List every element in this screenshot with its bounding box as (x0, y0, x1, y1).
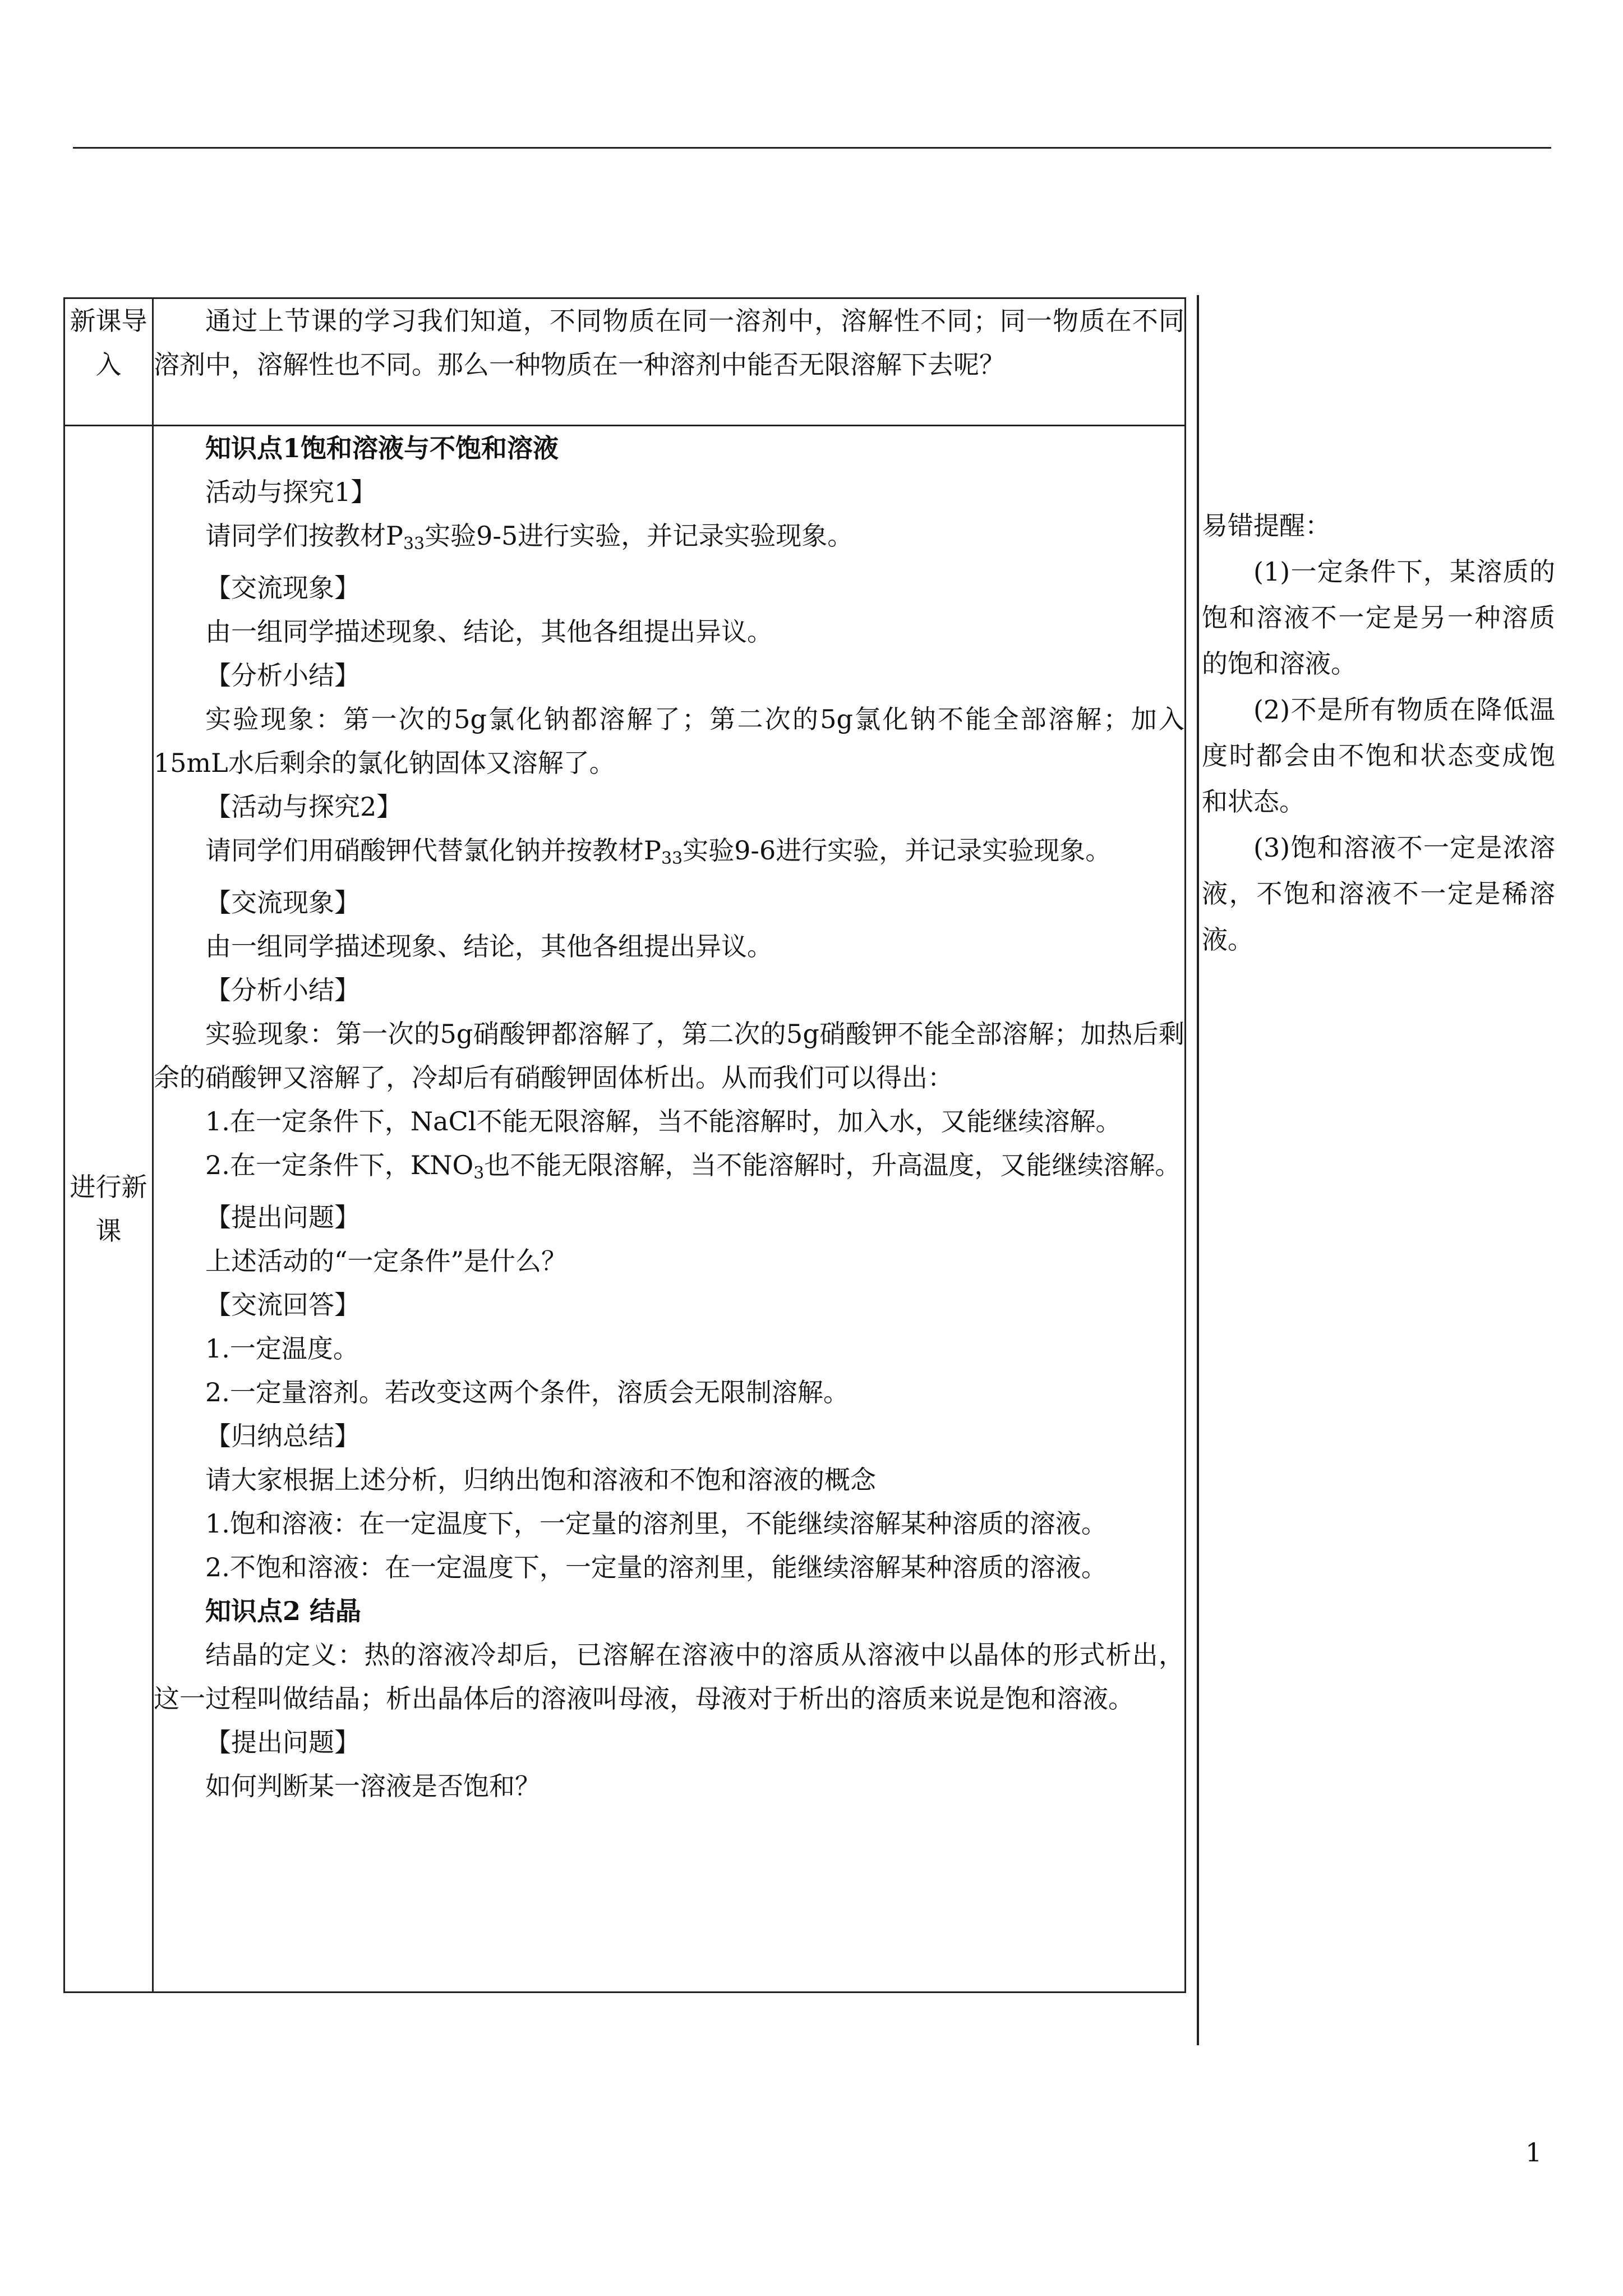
exchange1-text: 由一组同学描述现象、结论，其他各组提出异议。 (205, 616, 773, 647)
point2-sub: 3 (473, 1163, 485, 1183)
act2-text-a: 请同学们用硝酸钾代替氯化钠并按教材P (205, 835, 661, 866)
header-rule (73, 147, 1551, 149)
act2-text (154, 829, 1184, 881)
answer-2: 2.一定量溶剂。若改变这两个条件，溶质会无限制溶解。 (205, 1377, 849, 1407)
summary2-heading: 【分析小结】 (205, 975, 360, 1005)
crystal-definition: 结晶的定义：热的溶液冷却后，已溶解在溶液中的溶质从溶液中以晶体的形式析出，这一过程叫做结晶；析出晶体后的溶液叫母液，母液对于析出的溶质来说是饱和溶液。 (154, 1640, 1184, 1714)
act2-text-b: 实验9-6进行实验，并记录实验现象。 (683, 835, 1112, 866)
act1-text-b: 实验9-5进行实验，并记录实验现象。 (425, 521, 854, 551)
act2-text-sub: 33 (661, 849, 683, 868)
kp1-title: 知识点1饱和溶液与不饱和溶液 (205, 433, 559, 463)
lesson-content (153, 426, 1186, 1993)
side-notes (1202, 503, 1555, 963)
side-notes-title: 易错提醒： (1202, 510, 1331, 541)
act1-text-a: 请同学们按教材P (205, 521, 403, 551)
act1-text (154, 514, 1184, 566)
induction-text: 请大家根据上述分析，归纳出饱和溶液和不饱和溶液的概念 (205, 1465, 876, 1495)
question1-heading: 【提出问题】 (205, 1202, 360, 1232)
side-column-rule (1197, 295, 1199, 2045)
summary1-text: 实验现象：第一次的5g氯化钠都溶解了；第二次的5g氯化钠不能全部溶解；加入15mL水后剩余的氯化钠固体又溶解了。 (154, 704, 1184, 778)
lesson-table (63, 297, 1186, 1993)
question2-text: 如何判断某一溶液是否饱和？ (205, 1771, 541, 1801)
act1-heading: 活动与探究1】 (205, 477, 377, 507)
intro-label: 新课导入 (64, 298, 153, 426)
exchange2-text: 由一组同学描述现象、结论，其他各组提出异议。 (205, 931, 773, 961)
question2-heading: 【提出问题】 (205, 1727, 360, 1757)
answer-1: 1.一定温度。 (205, 1333, 359, 1364)
definition-saturated: 1.饱和溶液：在一定温度下，一定量的溶剂里，不能继续溶解某种溶质的溶液。 (205, 1508, 1107, 1539)
kp2-title: 知识点2 结晶 (205, 1596, 362, 1626)
point2-text-b: 也不能无限溶解，当不能溶解时，升高温度，又能继续溶解。 (484, 1150, 1181, 1180)
side-note-2: (2)不是所有物质在降低温度时都会由不饱和状态变成饱和状态。 (1202, 694, 1555, 817)
lesson-label: 进行新课 (64, 426, 153, 1993)
lesson-row (64, 426, 1186, 1993)
intro-row (64, 298, 1186, 426)
summary2-text: 实验现象：第一次的5g硝酸钾都溶解了，第二次的5g硝酸钾不能全部溶解；加热后剩余的硝酸钾又溶解了，冷却后有硝酸钾固体析出。从而我们可以得出： (154, 1019, 1184, 1093)
intro-content (153, 298, 1186, 426)
definition-unsaturated: 2.不饱和溶液：在一定温度下，一定量的溶剂里，能继续溶解某种溶质的溶液。 (205, 1552, 1107, 1582)
act1-text-sub: 33 (403, 534, 425, 554)
induction-heading: 【归纳总结】 (205, 1421, 360, 1451)
act2-heading: 【活动与探究2】 (205, 792, 403, 822)
summary1-heading: 【分析小结】 (205, 660, 360, 691)
conclusion-point-2 (154, 1143, 1184, 1195)
intro-text: 通过上节课的学习我们知道，不同物质在同一溶剂中，溶解性不同；同一物质在不同溶剂中，溶解性也不同。那么一种物质在一种溶剂中能否无限溶解下去呢？ (154, 306, 1184, 380)
exchange1-heading: 【交流现象】 (205, 573, 360, 603)
exchange2-heading: 【交流现象】 (205, 887, 360, 918)
side-note-1: (1)一定条件下，某溶质的饱和溶液不一定是另一种溶质的饱和溶液。 (1202, 556, 1555, 679)
conclusion-point-1: 1.在一定条件下，NaCl不能无限溶解，当不能溶解时，加入水，又能继续溶解。 (205, 1106, 1122, 1137)
page-number: 1 (1525, 2137, 1542, 2168)
point2-text-a: 2.在一定条件下，KNO (205, 1150, 474, 1180)
side-note-3: (3)饱和溶液不一定是浓溶液，不饱和溶液不一定是稀溶液。 (1202, 832, 1555, 955)
answer-heading: 【交流回答】 (205, 1290, 360, 1320)
question1-text: 上述活动的“一定条件”是什么？ (205, 1246, 568, 1276)
